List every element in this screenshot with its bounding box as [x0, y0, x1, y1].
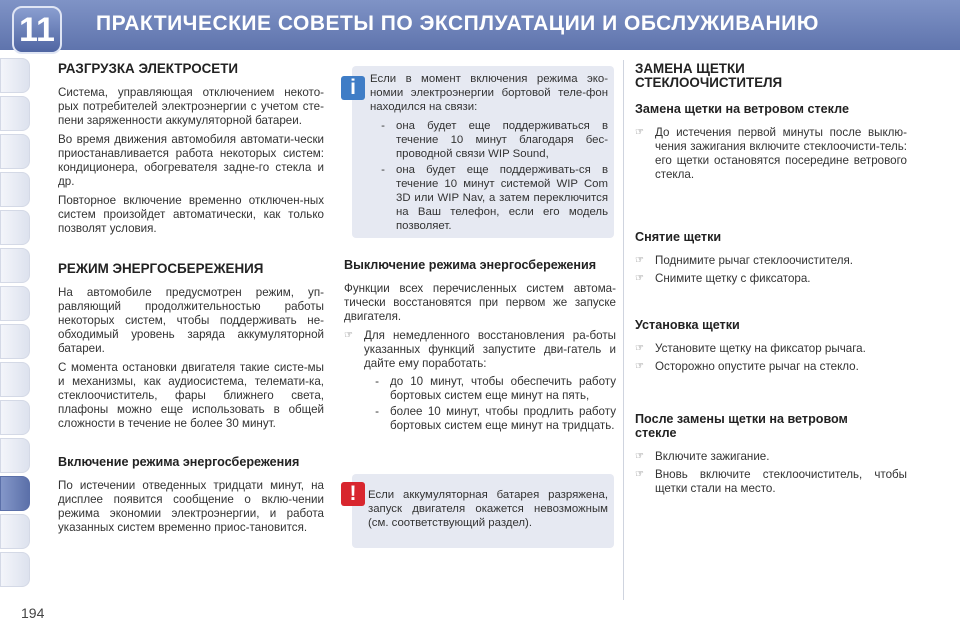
chapter-tab[interactable]	[0, 514, 30, 549]
warning-text: Если аккумуляторная батарея разряжена, запуск двигателя окажется невозможным (см. соответствующий раздел).	[368, 489, 608, 529]
info-item: - она будет еще поддерживаться в течение 10 минут благодаря бес-проводной связи WIP Sound,	[381, 120, 608, 160]
bullet-item: ☞ Вновь включите стеклоочиститель, чтобы щетки стали на место.	[635, 468, 907, 495]
bullet-item: ☞ Снимите щетку с фиксатора.	[635, 272, 811, 285]
chapter-badge: 11	[12, 6, 62, 54]
column-divider	[623, 60, 624, 600]
pointer-icon: ☞	[635, 343, 644, 354]
bullet-item: ☞ До истечения первой минуты после выклю-чения зажигания включите стеклоочисти-тель: его щетки остановятся посередине ветрового стекла.	[635, 126, 907, 181]
section-heading: ЗАМЕНА ЩЕТКИ СТЕКЛООЧИСТИТЕЛЯ	[635, 61, 783, 90]
chapter-tab[interactable]	[0, 400, 30, 435]
paragraph: По истечении отведенных тридцати минут, на дисплее появится сообщение о вклю-чении режима экономии электроэнергии, и работа указанных систем временно приос-тановится.	[58, 479, 324, 534]
chapter-tab[interactable]	[0, 362, 30, 397]
pointer-icon: ☞	[635, 127, 644, 138]
left-column	[58, 62, 324, 540]
warning-icon: !	[341, 482, 365, 506]
chapter-tab[interactable]	[0, 286, 30, 321]
pointer-icon: ☞	[635, 255, 644, 266]
chapter-tab[interactable]	[0, 58, 30, 93]
page-header	[0, 0, 960, 50]
bullet-item: ☞ Включите зажигание.	[635, 450, 770, 463]
paragraph: Система, управляющая отключением некото-рых потребителей электроэнергии с учетом сте-пени заряженности аккумуляторной батареи.	[58, 86, 324, 127]
subsection-heading: Установка щетки	[635, 318, 740, 332]
bullet-item: ☞ Поднимите рычаг стеклоочистителя.	[635, 254, 853, 267]
chapter-tab[interactable]	[0, 96, 30, 131]
info-intro: Если в момент включения режима эко-номии электроэнергии бортовой теле-фон находился на связи:	[370, 73, 608, 113]
bullet-item: ☞ Осторожно опустите рычаг на стекло.	[635, 360, 859, 373]
dash-item: - до 10 минут, чтобы обеспечить работу бортовых систем еще минут на пять,	[375, 375, 616, 402]
middle-column	[344, 258, 616, 435]
section-heading: РАЗГРУЗКА ЭЛЕКТРОСЕТИ	[58, 61, 239, 76]
pointer-icon: ☞	[635, 273, 644, 284]
chapter-title: ПРАКТИЧЕСКИЕ СОВЕТЫ ПО ЭКСПЛУАТАЦИИ И ОБСЛУЖИВАНИЮ	[96, 12, 819, 35]
chapter-tab[interactable]	[0, 324, 30, 359]
subsection-heading: Выключение режима энергосбережения	[344, 258, 597, 272]
right-column	[635, 62, 907, 500]
paragraph: С момента остановки двигателя такие систе-мы и механизмы, как аудиосистема, телемати-ка, стеклоочиститель, фары ближнего света, плафоны можно еще использовать в общей сложности в течение не более 30 минут.	[58, 361, 324, 430]
chapter-tab[interactable]	[0, 438, 30, 473]
warning-note-box	[352, 474, 614, 548]
paragraph: Повторное включение временно отключен-ных систем произойдет автоматически, как только позволят условия.	[58, 194, 324, 235]
chapter-tab[interactable]	[0, 552, 30, 587]
bullet-item: ☞ Установите щетку на фиксатор рычага.	[635, 342, 866, 355]
pointer-icon: ☞	[635, 361, 644, 372]
paragraph: Функции всех перечисленных систем автома-тически восстановятся при первом же запуске двигателя.	[344, 282, 616, 323]
dash-item: - более 10 минут, чтобы продлить работу бортовых систем еще минут на тридцать.	[375, 405, 616, 432]
section-heading: РЕЖИМ ЭНЕРГОСБЕРЕЖЕНИЯ	[58, 261, 264, 276]
paragraph: Во время движения автомобиля автомати-чески приостанавливается работа некоторых систем: кондиционера, обогревателя задне-го стекла и др.	[58, 133, 324, 188]
subsection-heading: Замена щетки на ветровом стекле	[635, 102, 849, 116]
chapter-tab[interactable]	[0, 248, 30, 283]
pointer-icon: ☞	[344, 330, 353, 341]
bullet-item: ☞ Для немедленного восстановления ра-боты указанных функций запустите дви-гатель и дайте ему поработать:	[344, 329, 616, 370]
paragraph: На автомобиле предусмотрен режим, уп-равляющий продолжительностью работы некоторых систем, чтобы поддерживать не-обходимый уровень заряда аккумуляторной батареи.	[58, 286, 324, 355]
pointer-icon: ☞	[635, 469, 644, 480]
chapter-tab-current[interactable]	[0, 476, 30, 511]
pointer-icon: ☞	[635, 451, 644, 462]
chapter-tabs	[0, 58, 30, 590]
info-icon: i	[341, 76, 365, 100]
chapter-tab[interactable]	[0, 210, 30, 245]
info-item: - она будет еще поддерживать-ся в течение 10 минут системой WIP Com 3D или WIP Nav, а затем переключится на Ваш телефон, если его модель позволяет.	[381, 164, 608, 232]
page-number: 194	[21, 605, 45, 621]
subsection-heading: После замены щетки на ветровом стекле	[635, 412, 848, 440]
subsection-heading: Включение режима энергосбережения	[58, 455, 300, 469]
subsection-heading: Снятие щетки	[635, 230, 722, 244]
info-note-box	[352, 66, 614, 238]
chapter-tab[interactable]	[0, 172, 30, 207]
chapter-tab[interactable]	[0, 134, 30, 169]
